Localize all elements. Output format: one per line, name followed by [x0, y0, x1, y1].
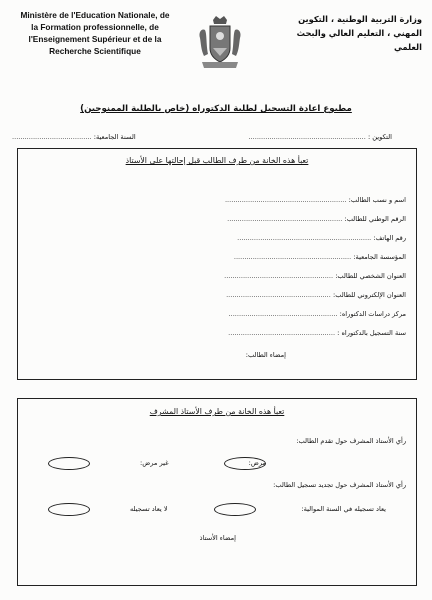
academic-year-dotted-line: ...................................... — [12, 133, 92, 141]
training-label: التكوين : — [367, 133, 392, 141]
option-no-renew-checkbox[interactable] — [48, 503, 90, 516]
option-renew-checkbox[interactable] — [214, 503, 256, 516]
academic-year-label: السنة الجامعية: — [93, 133, 136, 141]
progress-question-label: رأي الأستاذ المشرف حول تقدم الطالب: — [296, 437, 406, 445]
form-title-text: مطبوع اعادة التسجيل لطلبة الدكتوراه (خاص بالطلبة الممنوحين) — [80, 104, 352, 114]
progress-question — [296, 437, 406, 445]
arabic-header-line: المهني ، التعليم العالي والبحث العلمي — [296, 28, 422, 52]
student-name-field — [225, 196, 406, 204]
institution-field — [234, 253, 406, 261]
enrollment-year-field — [228, 329, 406, 337]
supervisor-section-title-text: تعبأ هذه الخانة من طرف الأستاذ المشرف — [149, 407, 285, 416]
form-title — [0, 104, 432, 114]
option-unsatisfactory-label: غير مرض: — [140, 459, 169, 467]
french-header-line: Recherche Scientifique — [49, 46, 141, 56]
supervisor-signature-label: إمضاء الأستاذ — [199, 534, 236, 542]
enrollment-year-label: سنة التسجيل بالدكتوراه : — [337, 329, 406, 337]
doctoral-center-dotted-line: .................................................... — [228, 310, 338, 318]
option-no-renew-label: لا يعاد تسجيله — [130, 505, 168, 513]
supervisor-section-box — [17, 398, 417, 586]
arabic-ministry-header — [272, 12, 422, 54]
french-ministry-header — [10, 9, 180, 57]
option-satisfactory-label: مرض: — [248, 459, 266, 467]
supervisor-signature-field — [200, 534, 236, 542]
national-number-field — [227, 215, 406, 223]
training-field — [248, 133, 392, 141]
email-field — [226, 291, 406, 299]
phone-label: رقم الهاتف: — [373, 234, 406, 242]
national-number-label: الرقم الوطني للطالب: — [344, 215, 406, 223]
student-name-label: اسم و نسب الطالب: — [348, 196, 406, 204]
phone-field — [237, 234, 406, 242]
student-signature-label: إمضاء الطالب: — [245, 351, 286, 359]
institution-label: المؤسسة الجامعية: — [353, 253, 406, 261]
moroccan-coat-of-arms-icon — [196, 14, 244, 72]
personal-address-dotted-line: .................................................... — [224, 272, 334, 280]
training-dotted-line: ........................................................ — [248, 133, 366, 141]
academic-year-field — [12, 133, 136, 141]
arabic-header-line: وزارة التربية الوطنية ، التكوين — [298, 14, 422, 24]
option-satisfactory-checkbox[interactable] — [224, 457, 266, 470]
french-header-line: l'Enseignement Supérieur et de la — [28, 34, 162, 44]
french-header-line: la Formation professionnelle, de — [31, 22, 159, 32]
french-header-line: Ministère de l'Education Nationale, de — [20, 10, 170, 20]
doctoral-center-label: مركز دراسات الدكتوراه: — [339, 310, 406, 318]
personal-address-label: العنوان الشخصي للطالب: — [335, 272, 406, 280]
student-section-title — [18, 156, 416, 165]
option-renew-label: يعاد تسجيله في السنة الموالية: — [301, 505, 386, 513]
renewal-question-label: رأي الأستاذ المشرف حول تجديد تسجيل الطالب: — [273, 481, 406, 489]
student-section-box — [17, 148, 417, 380]
institution-dotted-line: ........................................................ — [233, 253, 352, 261]
student-signature-field — [246, 351, 286, 359]
option-unsatisfactory-checkbox[interactable] — [48, 457, 90, 470]
email-dotted-line: .................................................. — [226, 291, 331, 299]
enrollment-year-dotted-line: ................................................... — [228, 329, 336, 337]
renewal-question — [273, 481, 406, 489]
email-label: العنوان الإلكتروني للطالب: — [333, 291, 406, 299]
national-number-dotted-line: ....................................................... — [227, 215, 343, 223]
student-section-title-text: تعبأ هذه الخانة من طرف الطالب قبل إحالتها على الأستاذ — [125, 156, 309, 165]
personal-address-field — [224, 272, 406, 280]
phone-dotted-line: ................................................................ — [237, 234, 372, 242]
student-name-dotted-line: .......................................................... — [224, 196, 347, 204]
supervisor-section-title — [18, 407, 416, 416]
doctoral-center-field — [229, 310, 406, 318]
